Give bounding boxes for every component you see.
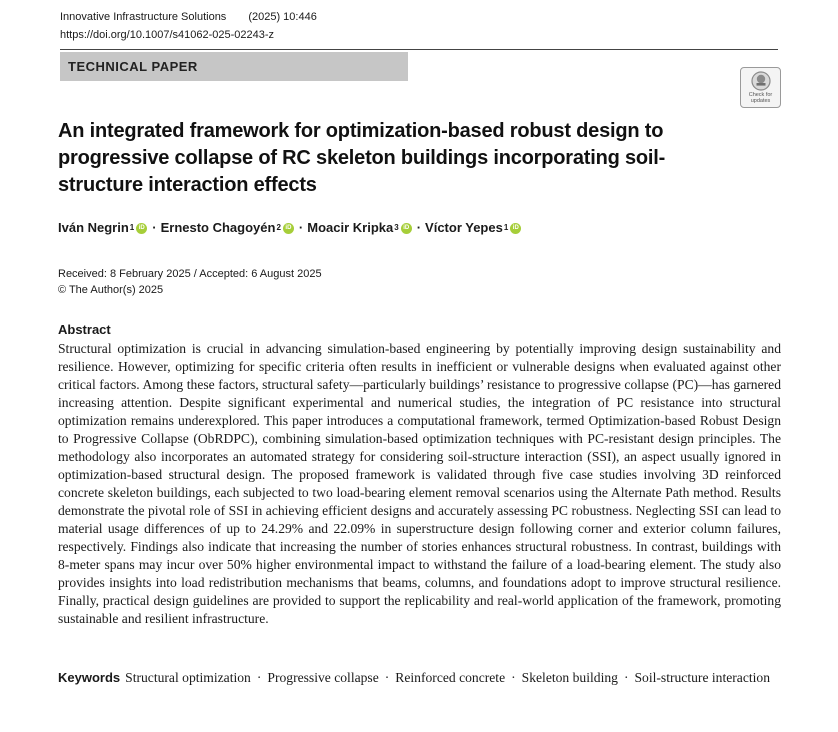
orcid-icon[interactable]: iD — [283, 223, 294, 234]
orcid-icon[interactable]: iD — [510, 223, 521, 234]
header-divider — [60, 49, 778, 50]
keyword-item: Skeleton building — [521, 670, 618, 685]
doi-link[interactable]: https://doi.org/10.1007/s41062-025-02243-z — [60, 29, 275, 41]
received-accepted-dates: Received: 8 February 2025 / Accepted: 6 August 2025 — [58, 268, 322, 280]
orcid-icon[interactable]: iD — [401, 223, 412, 234]
keyword-item: Progressive collapse — [267, 670, 379, 685]
copyright-notice: © The Author(s) 2025 — [58, 284, 164, 296]
journal-volume: (2025) 10:446 — [248, 11, 317, 23]
author-list — [58, 219, 521, 237]
article-type-banner: TECHNICAL PAPER — [60, 52, 408, 81]
journal-name: Innovative Infrastructure Solutions — [60, 11, 227, 23]
keyword-item: Reinforced concrete — [395, 670, 506, 685]
abstract-text: Structural optimization is crucial in advancing simulation-based engineering by potentially improving design sustainability and resilience. However, optimizing for specific criteria often results in inefficient or vulnerable designs when evaluated against other critical factors. Among these factors, structural safety—particularly buildings’ resistance to progressive collapse (PC)—has garnered increasing attention. Despite significant experimental and numerical studies, the integration of PC resistance into structural optimization remains underexplored. This paper introduces a computational framework, termed Optimization-based Robust Design to Progressive Collapse (ObRDPC), combining simulation-based optimization techniques with PC-resistant design principles. The methodology also incorporates an automated strategy for considering soil-structure interaction (SSI), an aspect usually ignored in optimization-based structural design. The proposed framework is validated through five case studies involving 3D reinforced concrete skeleton buildings, each subjected to two load-bearing element removal scenarios using the Alternate Path method. Results demonstrate the pivotal role of SSI in achieving efficient designs and accurately assessing PC robustness. Neglecting SSI can lead to material usage differences of up to 24.29% and 22.09% in superstructure design following corner and exterior column failures, respectively. Findings also indicate that increasing the number of stories enhances structural robustness. In contrast, buildings with 8-meter spans may incur over 50% higher environmental impact to withstand the failure of a load-bearing element. The study also provides insights into load redistribution mechanisms that beams, columns, and foundations adopt to improve structural resilience. Finally, practical design guidelines are provided to support the replicability and real-world application of the framework, promoting sustainable and resilient infrastructure. — [58, 341, 781, 626]
author-name-text: Moacir Kripka — [307, 220, 394, 235]
author-name[interactable]: Moacir Kripka 3 iD — [307, 219, 411, 237]
keyword-separator: · — [256, 670, 262, 685]
keyword-separator: · — [511, 670, 516, 685]
author-name-text: Víctor Yepes — [425, 220, 503, 235]
orcid-icon[interactable]: iD — [136, 223, 147, 234]
abstract-heading: Abstract — [58, 322, 111, 337]
keywords-list — [125, 670, 770, 685]
author-name[interactable]: Iván Negrin 1 iD — [58, 219, 147, 237]
keyword-item: Structural optimization — [125, 670, 251, 685]
check-for-updates-button[interactable] — [740, 67, 781, 108]
check-updates-label: Check for updates — [748, 92, 773, 104]
author-name[interactable]: Víctor Yepes 1 iD — [425, 219, 521, 237]
author-name-text: Iván Negrin — [58, 220, 129, 235]
keyword-separator: · — [384, 670, 390, 685]
author-separator: · — [152, 220, 157, 235]
author-separator: · — [416, 220, 422, 235]
keyword-separator: · — [623, 670, 629, 685]
keywords-section — [58, 669, 781, 687]
author-separator: · — [298, 220, 304, 235]
author-name[interactable]: Ernesto Chagoyén 2 iD — [161, 219, 294, 237]
crossmark-icon — [751, 71, 771, 91]
author-name-text: Ernesto Chagoyén — [160, 220, 276, 235]
journal-header — [60, 9, 317, 25]
keywords-label: Keywords — [58, 670, 121, 685]
paper-title: An integrated framework for optimization-based robust design to progressive collapse of RC skeleton buildings incorporating soil-structure interaction effects — [58, 120, 666, 196]
keyword-item: Soil-structure interaction — [634, 670, 771, 685]
